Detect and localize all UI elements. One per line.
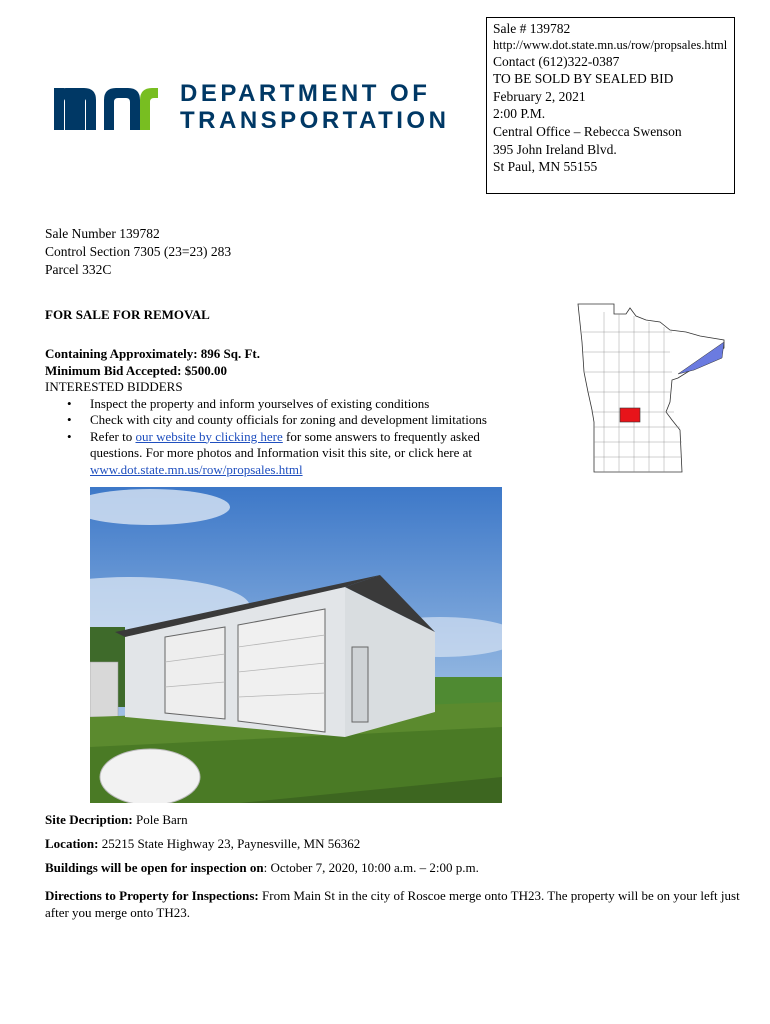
interested-bidders: INTERESTED BIDDERS (45, 379, 183, 394)
stearns-county-highlight (620, 408, 640, 422)
list-item: • Refer to our website by clicking here for some answers to frequently asked questions. For more photos and Information visit this site, or click here at www.dot.state.mn.us/row/propsales.html (45, 429, 515, 479)
logo-line-1: DEPARTMENT OF (180, 80, 431, 107)
minnesota-county-map (574, 302, 726, 474)
page-heading: FOR SALE FOR REMOVAL (45, 307, 210, 322)
site-description (45, 811, 745, 828)
website-link[interactable]: our website by clicking here (135, 428, 283, 444)
sale-number: Sale Number 139782 (45, 226, 160, 241)
bidder-instructions (45, 396, 515, 479)
sale-details (45, 346, 515, 478)
list-item: • Check with city and county officials for zoning and development limitations (45, 412, 515, 429)
sealed-bid-notice: TO BE SOLD BY SEALED BID (493, 71, 674, 87)
contact-phone: Contact (612)322-0387 (493, 53, 620, 69)
site-label: Site Decription: (45, 812, 133, 827)
inspection-value: : October 7, 2020, 10:00 a.m. – 2:00 p.m. (263, 860, 479, 875)
logo-line-2: TRANSPORTATION (180, 107, 450, 134)
location-label: Location: (45, 836, 99, 851)
logo-text (180, 80, 449, 134)
bid-time: 2:00 P.M. (493, 106, 546, 122)
sale-info-box (486, 17, 735, 194)
sale-number-header: Sale # 139782 (493, 21, 571, 36)
directions-label: Directions to Property for Inspections: (45, 888, 259, 903)
propsales-link[interactable]: www.dot.state.mn.us/row/propsales.html (90, 461, 303, 477)
directions-value: From Main St in the city of Roscoe merge onto TH23. The property will be on your left just after you merge onto TH23. (45, 888, 740, 920)
office-contact: Central Office – Rebecca Swenson (493, 123, 682, 139)
min-bid-label: Minimum Bid Accepted: $500.00 (45, 362, 227, 378)
directions (45, 887, 745, 921)
area-label: Containing Approximately: 896 Sq. Ft. (45, 346, 261, 361)
pole-barn-photo (90, 487, 502, 803)
sale-identification (45, 225, 231, 279)
parcel: Parcel 332C (45, 262, 112, 277)
inspection-label: Buildings will be open for inspection on (45, 860, 264, 875)
control-section: Control Section 7305 (23=23) 283 (45, 244, 232, 259)
site-value: Pole Barn (132, 812, 188, 827)
mndot-logo (54, 82, 449, 134)
bid-date: February 2, 2021 (493, 88, 586, 104)
list-item: • Inspect the property and inform yourselves of existing conditions (45, 396, 515, 413)
office-street: 395 John Ireland Blvd. (493, 141, 617, 157)
location (45, 835, 745, 852)
inspection-time (45, 859, 745, 876)
location-value: 25215 State Highway 23, Paynesville, MN 56362 (98, 836, 361, 851)
propsales-url: http://www.dot.state.mn.us/row/propsales.html (493, 37, 728, 52)
office-city: St Paul, MN 55155 (493, 159, 598, 175)
mn-logo-mark (54, 82, 164, 134)
